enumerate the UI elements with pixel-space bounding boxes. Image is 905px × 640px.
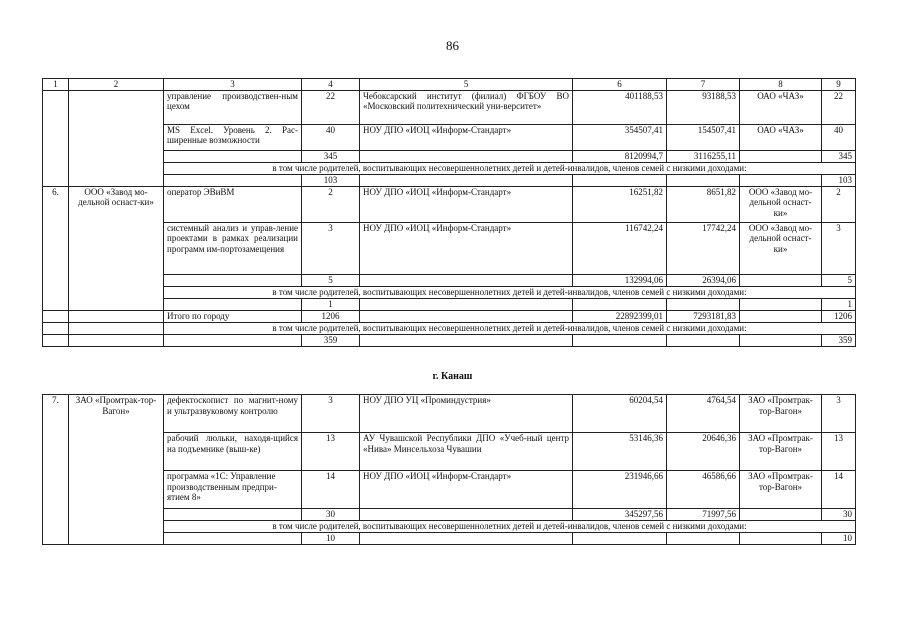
count-cell: 103 [302,174,360,186]
employed-cell: 1206 [822,310,856,322]
provider-cell: НОУ ДПО «ИОЦ «Информ-Стандарт» [360,471,573,509]
table-row [43,433,856,471]
employed-cell: 14 [822,471,856,509]
funded-cell: 20646,36 [667,433,740,471]
column-header: 4 [302,79,360,91]
training-table-continued [42,78,856,347]
employed-cell: 10 [822,533,856,545]
column-header: 6 [573,79,667,91]
employer-cell: ООО «Завод мо-дельной оснаст-ки» [740,222,822,274]
subtotal-row [43,509,856,521]
employed-cell: 13 [822,433,856,471]
count-cell: 13 [302,433,360,471]
section-title: г. Канаш [432,371,473,382]
column-header: 1 [43,79,69,91]
count-cell: 3 [302,222,360,274]
row-number-cell [43,90,69,186]
provider-cell: НОУ ДПО «ИОЦ «Информ-Стандарт» [360,186,573,222]
count-cell: 1 [302,298,360,310]
count-cell: 2 [302,186,360,222]
cost-cell: 22892399,01 [573,310,667,322]
employed-cell: 359 [822,334,856,346]
training-table-kanash [42,394,856,545]
cost-cell: 345297,56 [573,509,667,521]
cost-cell: 132994,06 [573,274,667,286]
column-header: 5 [360,79,573,91]
table-row [43,222,856,274]
low-income-note: в том числе родителей, воспитывающих несовершеннолетних детей и детей-инвалидов, членов семей с низкими доходами: [164,286,856,298]
employer-cell: ЗАО «Промтрак-тор-Вагон» [740,433,822,471]
organization-cell: ЗАО «Промтрак-тор-Вагон» [69,395,164,545]
subtotal-row [43,274,856,286]
table-row [43,124,856,150]
funded-cell: 46586,66 [667,471,740,509]
column-header: 9 [822,79,856,91]
row-number-cell: 7. [43,395,69,545]
city-total-label: Итого по городу [164,310,302,322]
funded-cell: 93188,53 [667,90,740,124]
profession-cell: управление производствен-ным цехом [164,90,302,124]
count-cell: 345 [302,150,360,162]
table-row [43,186,856,222]
profession-cell: MS Excel. Уровень 2. Рас-ширенные возможности [164,124,302,150]
subtotal-row [43,298,856,310]
funded-cell: 7293181,83 [667,310,740,322]
note-row [43,521,856,533]
column-header: 3 [164,79,302,91]
provider-cell: Чебоксарский институт (филиал) ФГБОУ ВО «Московский политехнический уни-верситет» [360,90,573,124]
page-number: 86 [446,38,459,53]
employed-cell: 2 [822,186,856,222]
note-row [43,322,856,334]
subtotal-row [43,150,856,162]
employed-cell: 345 [822,150,856,162]
column-header-row [43,79,856,91]
column-header: 7 [667,79,740,91]
count-cell: 10 [302,533,360,545]
employer-cell: ОАО «ЧАЗ» [740,124,822,150]
funded-cell: 17742,24 [667,222,740,274]
cost-cell: 53146,36 [573,433,667,471]
row-number-cell: 6. [43,186,69,310]
employed-cell: 40 [822,124,856,150]
employer-cell: ОАО «ЧАЗ» [740,90,822,124]
funded-cell: 26394,06 [667,274,740,286]
organization-cell [69,90,164,186]
table-row [43,395,856,433]
count-cell: 40 [302,124,360,150]
profession-cell: дефектоскопист по магнит-ному и ультразвуковому контролю [164,395,302,433]
cost-cell: 8120994,7 [573,150,667,162]
low-income-note: в том числе родителей, воспитывающих несовершеннолетних детей и детей-инвалидов, членов семей с низкими доходами: [164,322,856,334]
profession-cell: рабочий люльки, находя-щийся на подъемнике (выш-ке) [164,433,302,471]
funded-cell: 3116255,11 [667,150,740,162]
provider-cell: НОУ ДПО УЦ «Проминдустрия» [360,395,573,433]
count-cell: 1206 [302,310,360,322]
profession-cell: программа «1С: Управление производственным предпри-ятием 8» [164,471,302,509]
subtotal-row [43,334,856,346]
count-cell: 22 [302,90,360,124]
profession-cell: оператор ЭВиВМ [164,186,302,222]
cost-cell: 231946,66 [573,471,667,509]
employed-cell: 22 [822,90,856,124]
funded-cell: 71997,56 [667,509,740,521]
count-cell: 30 [302,509,360,521]
low-income-note: в том числе родителей, воспитывающих несовершеннолетних детей и детей-инвалидов, членов семей с низкими доходами: [164,521,856,533]
funded-cell: 154507,41 [667,124,740,150]
employed-cell: 30 [822,509,856,521]
employer-cell: ЗАО «Промтрак-тор-Вагон» [740,395,822,433]
employed-cell: 5 [822,274,856,286]
table-row [43,90,856,124]
provider-cell: АУ Чувашской Республики ДПО «Учеб-ный центр «Нива» Минсельхоза Чувашии [360,433,573,471]
low-income-note: в том числе родителей, воспитывающих несовершеннолетних детей и детей-инвалидов, членов семей с низкими доходами: [164,162,856,174]
employed-cell: 3 [822,222,856,274]
organization-cell: ООО «Завод мо-дельной оснаст-ки» [69,186,164,310]
count-cell: 3 [302,395,360,433]
employed-cell: 1 [822,298,856,310]
subtotal-row [43,533,856,545]
provider-cell: НОУ ДПО «ИОЦ «Информ-Стандарт» [360,222,573,274]
subtotal-row [43,174,856,186]
column-header: 8 [740,79,822,91]
employer-cell: ООО «Завод мо-дельной оснаст-ки» [740,186,822,222]
city-total-row [43,310,856,322]
note-row [43,286,856,298]
cost-cell: 60204,54 [573,395,667,433]
profession-cell: системный анализ и управ-ление проектами в рамках реализации программ им-портозамещения [164,222,302,274]
count-cell: 14 [302,471,360,509]
column-header: 2 [69,79,164,91]
cost-cell: 401188,53 [573,90,667,124]
employer-cell: ЗАО «Промтрак-тор-Вагон» [740,471,822,509]
funded-cell: 8651,82 [667,186,740,222]
count-cell: 359 [302,334,360,346]
cost-cell: 16251,82 [573,186,667,222]
table-row [43,471,856,509]
funded-cell: 4764,54 [667,395,740,433]
count-cell: 5 [302,274,360,286]
note-row [43,162,856,174]
cost-cell: 116742,24 [573,222,667,274]
provider-cell: НОУ ДПО «ИОЦ «Информ-Стандарт» [360,124,573,150]
employed-cell: 103 [822,174,856,186]
cost-cell: 354507,41 [573,124,667,150]
employed-cell: 3 [822,395,856,433]
